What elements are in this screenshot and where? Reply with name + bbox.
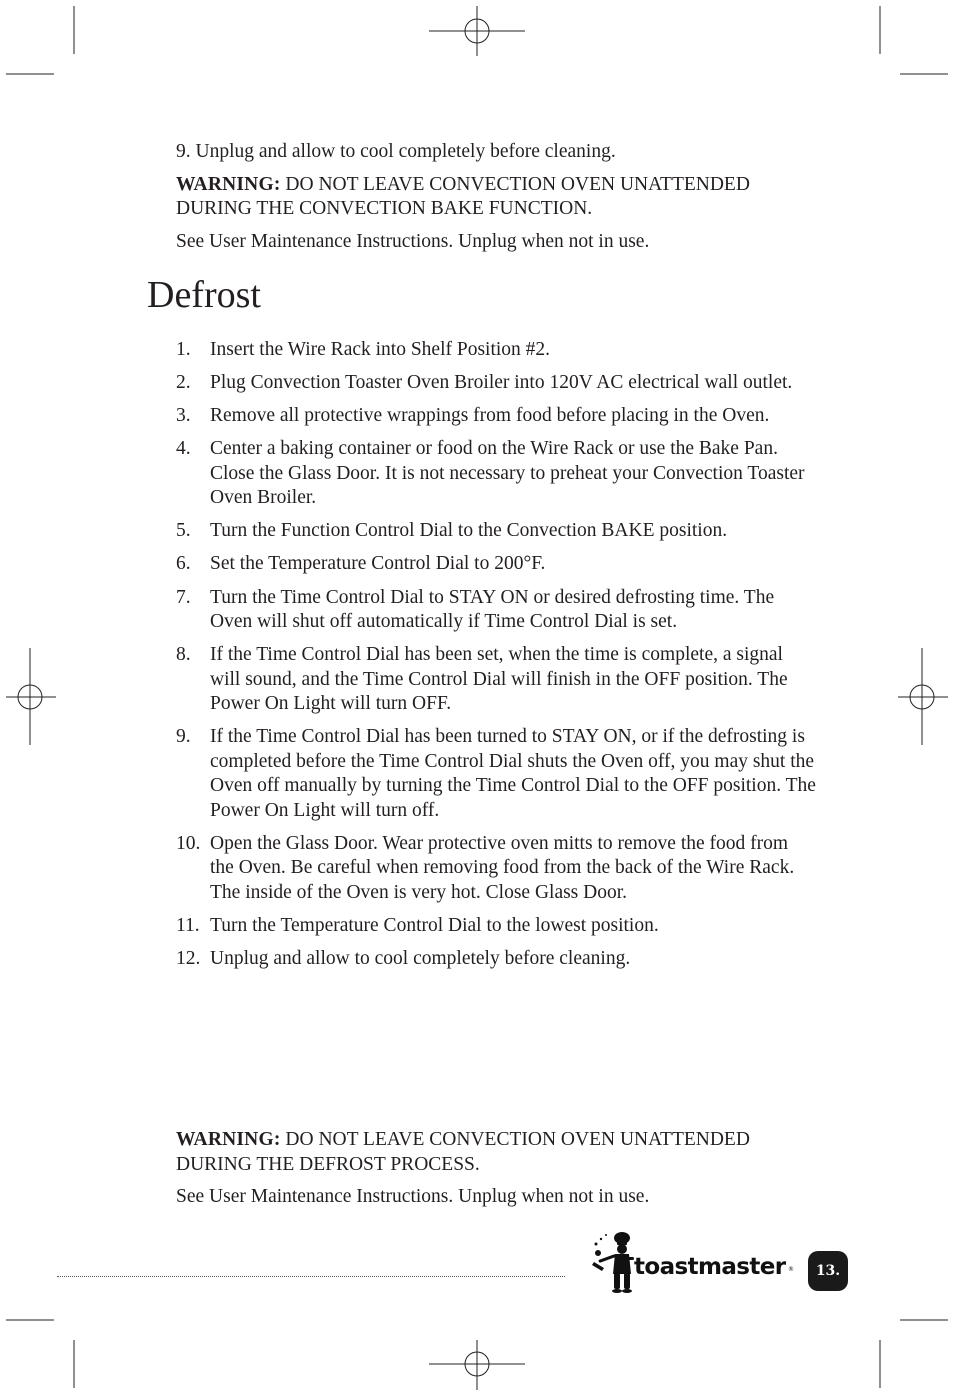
list-item bbox=[176, 404, 816, 429]
step-number: 3. bbox=[176, 405, 191, 427]
defrost-steps bbox=[176, 338, 816, 980]
step-text: Turn the Function Control Dial to the Convection BAKE position. bbox=[210, 520, 728, 542]
list-item bbox=[176, 437, 816, 511]
step-text: Unplug and allow to cool completely before cleaning. bbox=[210, 948, 631, 970]
defrost-closing bbox=[176, 1128, 816, 1218]
intro-block bbox=[176, 140, 816, 262]
step-number: 9. bbox=[176, 726, 191, 748]
step-text: Turn the Temperature Control Dial to the lowest position. bbox=[210, 914, 659, 936]
step-text: Turn the Time Control Dial to STAY ON or desired defrosting time. The Oven will shut off automatically if Time Control Dial is set. bbox=[210, 586, 775, 633]
step-number: 11. bbox=[176, 914, 200, 936]
crosshair-icon bbox=[898, 648, 948, 745]
page-number-badge bbox=[808, 1251, 848, 1291]
step-text: If the Time Control Dial has been turned to STAY ON, or if the defrosting is completed before the Time Control Dial shuts the Oven off, you may shut the Oven off manually by turning the Time Control Dial to the OFF position. The Power On Light will turn off. bbox=[210, 726, 816, 821]
warning-text: DO NOT LEAVE CONVECTION OVEN UNATTENDED DURING THE DEFROST PROCESS. bbox=[176, 1129, 750, 1175]
list-item bbox=[176, 586, 816, 635]
intro-step-9: 9. Unplug and allow to cool completely before cleaning. bbox=[176, 141, 616, 162]
step-text: Remove all protective wrappings from food before placing in the Oven. bbox=[210, 405, 770, 427]
page-number: 13. bbox=[815, 1263, 841, 1279]
intro-warning bbox=[176, 173, 816, 222]
step-text: Plug Convection Toaster Oven Broiler into 120V AC electrical wall outlet. bbox=[210, 372, 793, 394]
brand-wordmark: toastmaster bbox=[634, 1254, 786, 1280]
brand-logo bbox=[592, 1230, 802, 1294]
list-item bbox=[176, 338, 816, 363]
list-item bbox=[176, 947, 816, 972]
step-number: 7. bbox=[176, 586, 191, 608]
list-item bbox=[176, 371, 816, 396]
step-text: Insert the Wire Rack into Shelf Position #2. bbox=[210, 339, 551, 360]
chef-mascot-icon bbox=[592, 1230, 636, 1294]
defrost-warning bbox=[176, 1128, 816, 1177]
warning-label: WARNING: bbox=[176, 1129, 281, 1150]
registered-mark: ® bbox=[788, 1266, 794, 1273]
step-number: 8. bbox=[176, 644, 191, 666]
step-number: 4. bbox=[176, 438, 191, 460]
list-item bbox=[176, 519, 816, 544]
crosshair-icon bbox=[429, 1340, 525, 1390]
list-item bbox=[176, 725, 816, 823]
list-item bbox=[176, 832, 816, 906]
step-number: 6. bbox=[176, 553, 191, 575]
crosshair-icon bbox=[6, 648, 56, 745]
step-number: 2. bbox=[176, 372, 191, 394]
warning-label: WARNING: bbox=[176, 173, 281, 195]
step-number: 5. bbox=[176, 520, 191, 542]
list-item bbox=[176, 914, 816, 939]
footer-dotted-rule bbox=[57, 1276, 565, 1277]
warning-text: DO NOT LEAVE CONVECTION OVEN UNATTENDED DURING THE CONVECTION BAKE FUNCTION. bbox=[176, 173, 750, 219]
section-title: Defrost bbox=[147, 274, 261, 316]
step-text: Open the Glass Door. Wear protective oven mitts to remove the food from the Oven. Be careful when removing food from the back of the Wire Rack. The inside of the Oven is very hot. Close Glass Door. bbox=[210, 832, 795, 903]
list-item bbox=[176, 552, 816, 577]
crosshair-icon bbox=[429, 6, 525, 56]
intro-maintenance-note: See User Maintenance Instructions. Unplug when not in use. bbox=[176, 230, 650, 252]
step-text: If the Time Control Dial has been set, when the time is complete, a signal will sound, and the Time Control Dial will finish in the OFF position. The Power On Light will turn OFF. bbox=[210, 644, 788, 715]
step-number: 10. bbox=[176, 832, 201, 854]
step-text: Set the Temperature Control Dial to 200°F. bbox=[210, 553, 546, 575]
defrost-maintenance-note: See User Maintenance Instructions. Unplug when not in use. bbox=[176, 1186, 650, 1207]
step-number: 12. bbox=[176, 948, 201, 970]
step-text: Center a baking container or food on the Wire Rack or use the Bake Pan. Close the Glass Door. It is not necessary to preheat your Convection Toaster Oven Broiler. bbox=[210, 438, 805, 509]
list-item bbox=[176, 643, 816, 717]
step-number: 1. bbox=[176, 339, 191, 360]
